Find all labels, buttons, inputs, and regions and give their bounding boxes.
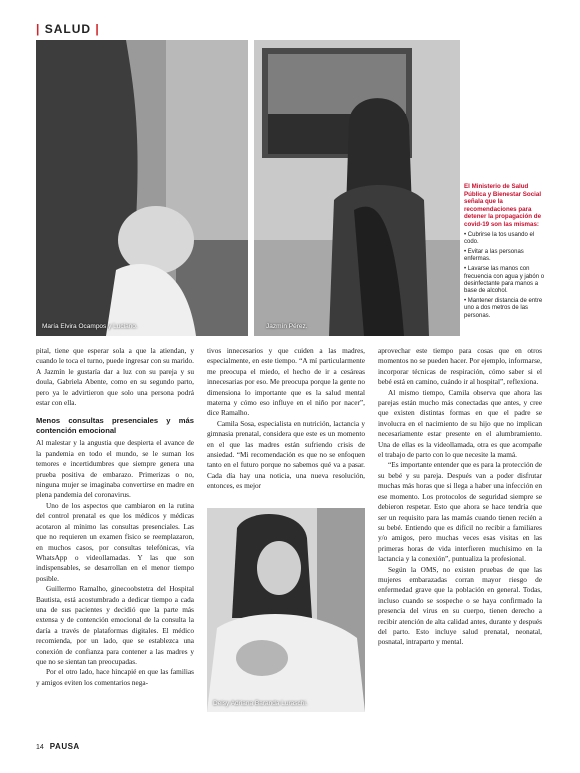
article-column-3 bbox=[378, 346, 542, 648]
paragraph: Por el otro lado, hace hincapié en que las familias y amigos eviten los comentarios nega- bbox=[36, 667, 194, 687]
paragraph: Al malestar y la angustia que despierta el avance de la pandemia en todo el mundo, se le suman los temores e incertidumbres que siempre genera una prueba positiva de embarazo. Primerizas o no, ninguna mujer se imaginaba convertirse en madre en plena pandemia del coronavirus. bbox=[36, 438, 194, 500]
sidebar-list bbox=[464, 232, 548, 320]
sidebar-item: • Lavarse las manos con frecuencia con agua y jabón o desinfectante para manos a base de alcohol. bbox=[464, 266, 548, 295]
page-footer bbox=[36, 742, 80, 751]
section-label: SALUD bbox=[44, 22, 92, 36]
article-column-2 bbox=[207, 346, 365, 492]
paragraph: pital, tiene que esperar sola a que la atiendan, y cuando le toca el turno, puede ingresar con su marido. A Jazmín le gustaría dar a luz con su pareja y su doula, Gabriela Abente, como en su segundo parto, pero ya le advirtieron que solo una persona podrá estar con ella. bbox=[36, 346, 194, 408]
paragraph: Al mismo tiempo, Camila observa que ahora las parejas están mucho más conectadas que antes, y cree que existen distintas formas en que el padre se involucra en el nacimiento de su hijo que no implican necesariamente estar presente en el alumbramiento. Una de ellas es la videollamada, otra es que acompañe el trabajo de parto con lo que necesite la mamá. bbox=[378, 387, 542, 460]
photo-caption-deisy: Deisy Adriana Baranda Luraschi. bbox=[213, 700, 308, 707]
photo-pregnant-woman bbox=[254, 40, 460, 336]
sidebar-item: • Mantener distancia de entre uno a dos metros de las personas. bbox=[464, 298, 548, 320]
magazine-brand: PAUSA bbox=[49, 742, 80, 751]
photo-mother-newborn bbox=[207, 508, 365, 712]
paragraph: tivos innecesarios y que cuiden a las madres, especialmente, en este tiempo. “A mí particularmente me preocupa el miedo, el hecho de ir a cesáreas innecesarias por eso. Me preocupa porque la gente no dimensiona lo importante que es la salud mental materna y cómo eso influye en el niño por nacer”, dice Ramalho. bbox=[207, 346, 365, 418]
paragraph: Guillermo Ramalho, ginecoobstetra del Hospital Bautista, está acostumbrado a dedicar tiempo a cada una de sus pacientes y decidió que la parte más extensa y de contención emocional de la consulta la daría a través de plataformas digitales. El médico recomienda, por un lado, que se establezca una conexión de confianza para contener a las madres y que no se sientan tan preocupadas. bbox=[36, 584, 194, 666]
sidebar-lead: El Ministerio de Salud Pública y Bienestar Social señala que la recomendaciones para detener la propagación de covid-19 son las mismas: bbox=[464, 183, 542, 228]
paragraph: Según la OMS, no existen pruebas de que las mujeres embarazadas corran mayor riesgo de enfermedad grave que la población en general. Todas, incluso cuando se sospeche o se haya confirmado la presencia del virus en su cuerpo, tienen derecho a recibir atención de alta calidad antes, durante y después del parto. Esto incluye salud prenatal, neonatal, posnatal, intraparto y mental. bbox=[378, 564, 542, 647]
subheading: Menos consultas presenciales y más contención emocional bbox=[36, 416, 194, 436]
photo-mother-newborn-art bbox=[207, 508, 365, 712]
page-number: 14 bbox=[36, 744, 44, 751]
photo-pregnant-woman-art bbox=[254, 40, 460, 336]
sidebar-item: • Cubrirse la tos usando el codo. bbox=[464, 232, 548, 246]
paragraph: “Es importante entender que es para la protección de su bebé y su pareja. Después van a poder disfrutar muchas más horas que si llega a haber una infección en ese momento. Los protocolos de seguridad siempre se debieron respetar. Esto que ahora se hace tendría que ser un requisito para las mamás cuando tienen recién a su bebé. Entiendo que es difícil no recibir a familiares y/o amigos, pero muchas veces esas visitas en las primeras horas de vida interfieren muchísimo en la lactancia y la conexión”, puntualiza la profesional. bbox=[378, 460, 542, 564]
photo-mother-baby-art bbox=[36, 40, 248, 336]
section-tag: | SALUD | bbox=[36, 22, 100, 36]
paragraph: Camila Sosa, especialista en nutrición, lactancia y gimnasia prenatal, considera que este es un momento en el que las madres están sufriendo crisis de ansiedad. “Mi recomendación es que no se enfoquen tanto en el futuro porque no sabemos qué va a pasar. Cada día hay una noticia, una nueva resolución, entonces, es mejor bbox=[207, 418, 365, 491]
photo-caption-mother: María Elvira Ocampos y Luciano. bbox=[42, 323, 138, 330]
article-column-1 bbox=[36, 346, 194, 688]
sidebar-recommendations bbox=[464, 183, 548, 323]
photo-mother-baby bbox=[36, 40, 248, 336]
paragraph: aprovechar este tiempo para cosas que en otros momentos no se pueden hacer. Por ejemplo, informarse, incorporar técnicas de respiración, cómo saber si el bebé está en camino, cuándo ir al hospital”, reflexiona. bbox=[378, 346, 542, 387]
photo-caption-jazmin: Jazmín Pérez. bbox=[266, 323, 308, 330]
paragraph: Uno de los aspectos que cambiaron en la rutina del control prenatal es que los médicos y médicas acotaron al mínimo las consultas presenciales. Las que no requieren un examen físico se reemplazaron, en muchos casos, por consultas telefónicas, vía WhatsApp o videollamadas. Y las que son indispensables, se desarrollan en el menor tiempo posible. bbox=[36, 500, 194, 583]
sidebar-item: • Evitar a las personas enfermas. bbox=[464, 249, 548, 263]
